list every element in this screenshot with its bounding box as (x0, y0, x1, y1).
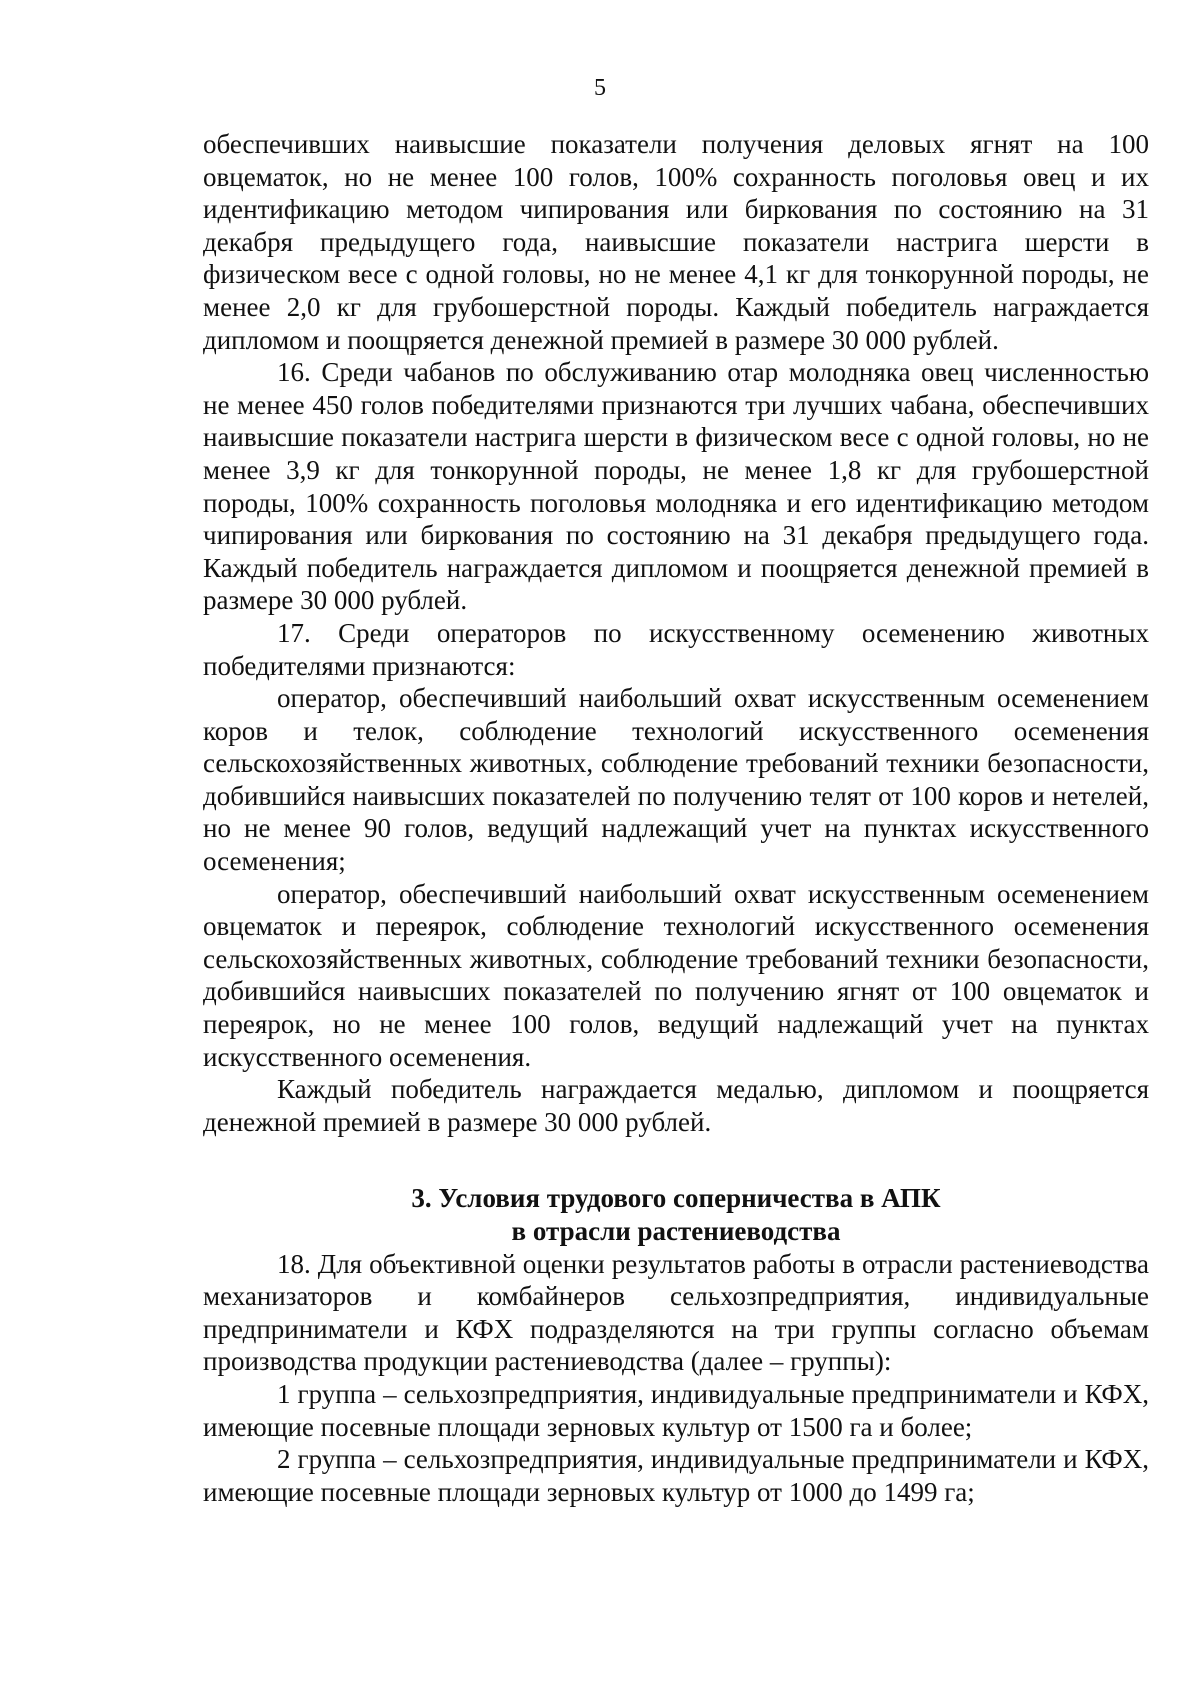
paragraph-operator-cattle: оператор, обеспечивший наибольший охват искусственным осеменением коров и телок, соблюдение технологий искусственного осеменения сельскохозяйственных животных, соблюдение требований техники безопасности, добившийся наивысших показателей по получению телят от 100 коров и нетелей, но не менее 90 голов, ведущий надлежащий учет на пунктах искусственного осеменения; (203, 683, 1149, 877)
document-body (203, 128, 1149, 1508)
paragraph-group-2: 2 группа – сельхозпредприятия, индивидуальные предприниматели и КФХ, имеющие посевные площади зерновых культур от 1000 до 1499 га; (203, 1444, 1149, 1507)
paragraph-item-18: 18. Для объективной оценки результатов работы в отрасли растениеводства механизаторов и комбайнеров сельхозпредприятия, индивидуальные предприниматели и КФХ подразделяются на три группы согласно объемам производства продукции растениеводства (далее – группы): (203, 1248, 1149, 1377)
section-heading-line-2: в отрасли растениеводства (511, 1216, 841, 1246)
paragraph-continuation: обеспечивших наивысшие показатели получения деловых ягнят на 100 овцематок, но не менее 100 голов, 100% сохранность поголовья овец и их идентификацию методом чипирования или биркования по состоянию на 31 декабря предыдущего года, наивысшие показатели настрига шерсти в физическом весе с одной головы, но не менее 4,1 кг для тонкорунной породы, не менее 2,0 кг для грубошерстной породы. Каждый победитель награждается дипломом и поощряется денежной премией в размере 30 000 рублей. (203, 129, 1149, 355)
paragraph-item-16: 16. Среди чабанов по обслуживанию отар молодняка овец численностью не менее 450 голов победителями признаются три лучших чабана, обеспечивших наивысшие показатели настрига шерсти в физическом весе с одной головы, но не менее 3,9 кг для тонкорунной породы, не менее 1,8 кг для грубошерстной породы, 100% сохранность поголовья молодняка и его идентификацию методом чипирования или биркования по состоянию на 31 декабря предыдущего года. Каждый победитель награждается дипломом и поощряется денежной премией в размере 30 000 рублей. (203, 357, 1149, 616)
paragraph-group-1: 1 группа – сельхозпредприятия, индивидуальные предприниматели и КФХ, имеющие посевные площади зерновых культур от 1500 га и более; (203, 1378, 1149, 1442)
section-heading-line-1: 3. Условия трудового соперничества в АПК (411, 1183, 941, 1214)
page-number: 5 (594, 75, 606, 101)
section-heading (203, 1182, 1149, 1247)
paragraph-operator-sheep: оператор, обеспечивший наибольший охват искусственным осеменением овцематок и переярок, соблюдение технологий искусственного осеменения сельскохозяйственных животных, соблюдение требований техники безопасности, добившийся наивысших показателей по получению ягнят от 100 овцематок и переярок, но не менее 100 голов, ведущий надлежащий учет на пунктах искусственного осеменения. (203, 878, 1149, 1072)
paragraph-award: Каждый победитель награждается медалью, дипломом и поощряется денежной премией в размере 30 000 рублей. (203, 1074, 1149, 1137)
paragraph-item-17: 17. Среди операторов по искусственному осеменению животных победителями признаются: (203, 617, 1149, 681)
